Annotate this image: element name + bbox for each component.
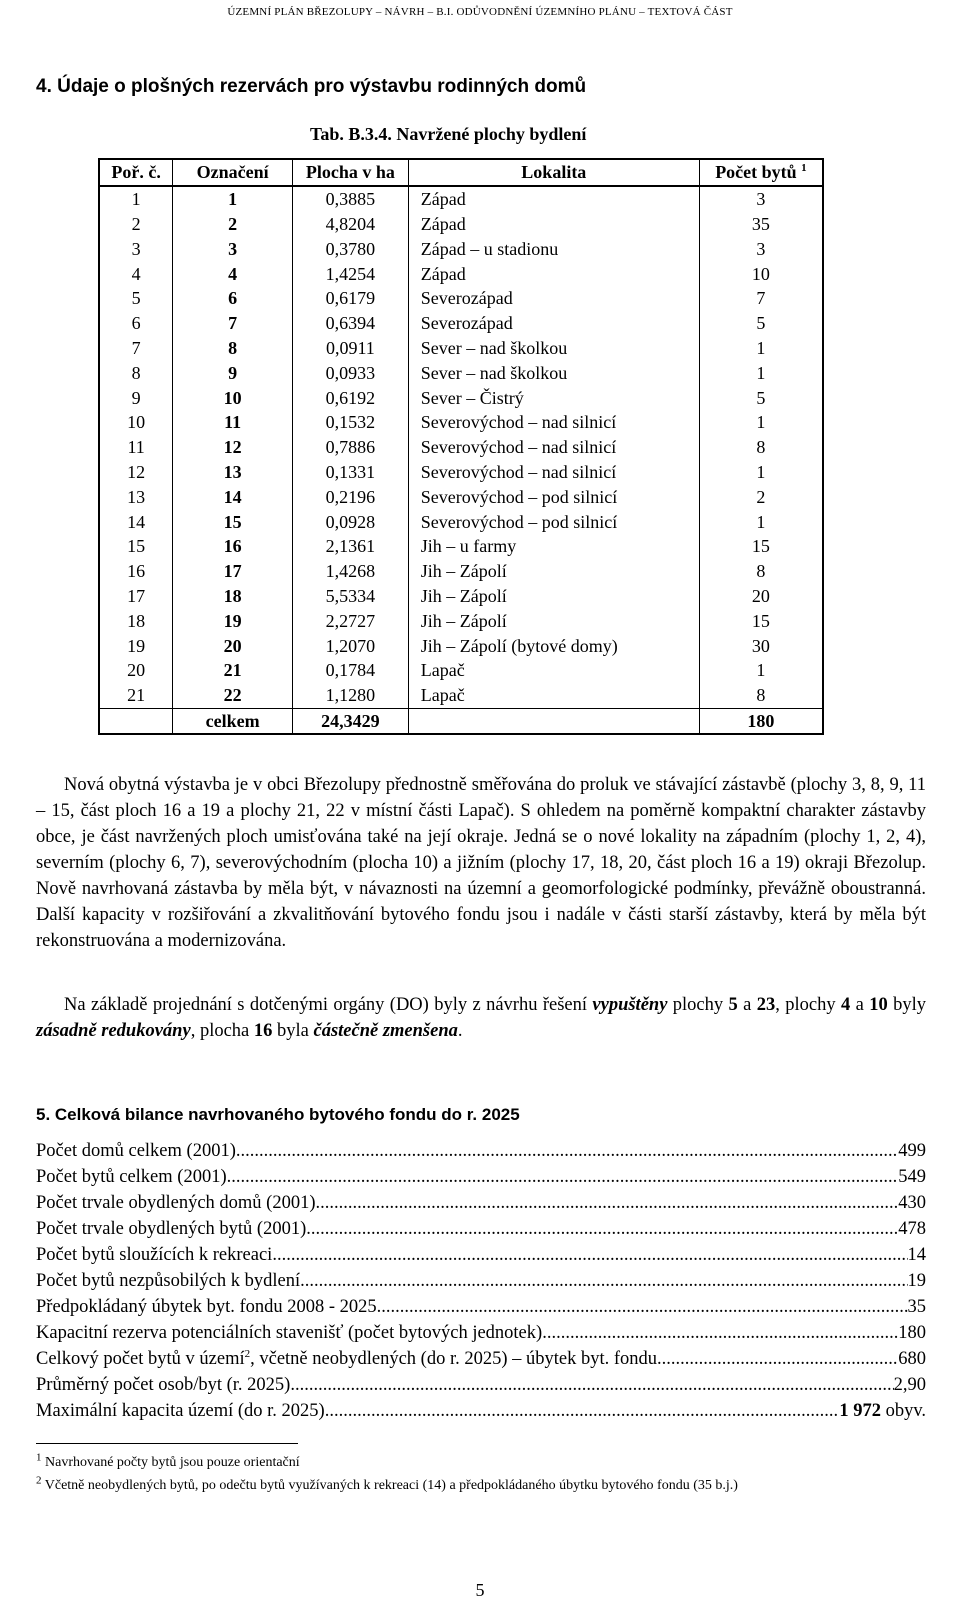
balance-list bbox=[36, 1138, 926, 1424]
balance-row: Průměrný počet osob/byt (r. 2025) ..... 2,90 bbox=[36, 1372, 926, 1398]
table-row bbox=[99, 186, 823, 212]
cell-designation: 15 bbox=[173, 509, 293, 534]
table-row bbox=[99, 435, 823, 460]
cell-area: 2,1361 bbox=[293, 534, 409, 559]
cell-order: 2 bbox=[131, 213, 141, 234]
table-row bbox=[99, 410, 823, 435]
table-row bbox=[99, 534, 823, 559]
cell-flats: 1 bbox=[699, 360, 823, 385]
cell-locality: Sever – Čistrý bbox=[408, 385, 699, 410]
cell-locality: Sever – nad školkou bbox=[408, 336, 699, 361]
cell-locality: Severozápad bbox=[408, 311, 699, 336]
cell-area: 1,4254 bbox=[293, 261, 409, 286]
balance-row: Kapacitní rezerva potenciálních stavenišť (počet bytových jednotek) ..... 180 bbox=[36, 1320, 926, 1346]
cell-area: 0,3780 bbox=[293, 236, 409, 261]
cell-order: 3 bbox=[131, 238, 141, 259]
cell-locality: Severovýchod – nad silnicí bbox=[408, 460, 699, 485]
balance-row: Počet bytů celkem (2001) ..... 549 bbox=[36, 1164, 926, 1190]
cell-area: 0,6394 bbox=[293, 311, 409, 336]
cell-locality: Severovýchod – nad silnicí bbox=[408, 410, 699, 435]
cell-area: 2,2727 bbox=[293, 608, 409, 633]
table-row bbox=[99, 336, 823, 361]
header-flats: Počet bytů $^1$ bbox=[699, 159, 823, 186]
cell-area: 0,3885 bbox=[293, 186, 409, 212]
cell-designation: 10 bbox=[173, 385, 293, 410]
cell-designation: 16 bbox=[173, 534, 293, 559]
cell-order: 7 bbox=[131, 337, 141, 358]
cell-order: 21 bbox=[127, 685, 146, 706]
cell-area: 0,6179 bbox=[293, 286, 409, 311]
cell-empty bbox=[99, 708, 173, 734]
cell-locality: Severovýchod – nad silnicí bbox=[408, 435, 699, 460]
footnote-2: $^2$ Včetně neobydlených bytů, po odečtu bytů využívaných k rekreaci (14) a předpokládaného úbytku bytového fondu (35 b.j.) bbox=[36, 1474, 738, 1493]
cell-designation: 2 bbox=[173, 212, 293, 237]
table-row bbox=[99, 460, 823, 485]
table-row bbox=[99, 236, 823, 261]
cell-order: 5 bbox=[131, 288, 141, 309]
cell-flats: 2 bbox=[699, 484, 823, 509]
cell-designation: 1 bbox=[173, 186, 293, 212]
cell-locality: Západ – u stadionu bbox=[408, 236, 699, 261]
page-number: 5 bbox=[475, 1580, 485, 1600]
cell-locality: Sever – nad školkou bbox=[408, 360, 699, 385]
cell-flats: 15 bbox=[699, 534, 823, 559]
section-5-title: 5. Celková bilance navrhovaného bytového fondu do r. 2025 bbox=[36, 1105, 520, 1124]
cell-flats: 8 bbox=[699, 559, 823, 584]
cell-area: 0,0933 bbox=[293, 360, 409, 385]
table-row bbox=[99, 311, 823, 336]
cell-flats: 3 bbox=[699, 236, 823, 261]
table-row bbox=[99, 509, 823, 534]
cell-locality: Západ bbox=[408, 212, 699, 237]
table-header-row bbox=[99, 159, 823, 186]
footnote-mark-1: 1 bbox=[801, 162, 807, 175]
cell-flats: 1 bbox=[699, 336, 823, 361]
balance-row: Předpokládaný úbytek byt. fondu 2008 - 2025 ..... 35 bbox=[36, 1294, 926, 1320]
cell-flats: 20 bbox=[699, 584, 823, 609]
table-row bbox=[99, 212, 823, 237]
total-area: 24,3429 bbox=[293, 708, 409, 734]
cell-locality: Severovýchod – pod silnicí bbox=[408, 484, 699, 509]
cell-order: 12 bbox=[127, 461, 146, 482]
cell-area: 0,0911 bbox=[293, 336, 409, 361]
cell-locality: Lapač bbox=[408, 683, 699, 708]
table-row bbox=[99, 360, 823, 385]
cell-order: 4 bbox=[131, 263, 141, 284]
cell-order: 1 bbox=[131, 189, 141, 210]
cell-designation: 17 bbox=[173, 559, 293, 584]
table-row bbox=[99, 261, 823, 286]
cell-order: 15 bbox=[127, 536, 146, 557]
table-row bbox=[99, 584, 823, 609]
cell-designation: 19 bbox=[173, 608, 293, 633]
cell-area: 0,1532 bbox=[293, 410, 409, 435]
cell-flats: 8 bbox=[699, 683, 823, 708]
cell-order: 17 bbox=[127, 585, 146, 606]
cell-order: 8 bbox=[131, 362, 141, 383]
cell-designation: 4 bbox=[173, 261, 293, 286]
table-caption: Tab. B.3.4. Navržené plochy bydlení bbox=[310, 124, 587, 144]
cell-order: 18 bbox=[127, 610, 146, 631]
cell-locality: Západ bbox=[408, 186, 699, 212]
table-row bbox=[99, 683, 823, 708]
table-row bbox=[99, 484, 823, 509]
cell-designation: 13 bbox=[173, 460, 293, 485]
cell-flats: 5 bbox=[699, 385, 823, 410]
cell-flats: 15 bbox=[699, 608, 823, 633]
cell-area: 0,1331 bbox=[293, 460, 409, 485]
balance-row: Počet bytů sloužících k rekreaci ..... 14 bbox=[36, 1242, 926, 1268]
cell-locality: Jih – Zápolí bbox=[408, 559, 699, 584]
balance-row: Počet trvale obydlených domů (2001) ..... 430 bbox=[36, 1190, 926, 1216]
cell-designation: 3 bbox=[173, 236, 293, 261]
header-locality: Lokalita bbox=[408, 159, 699, 186]
footnote-1: $^1$ Navrhované počty bytů jsou pouze orientační bbox=[36, 1451, 300, 1470]
cell-area: 0,2196 bbox=[293, 484, 409, 509]
header-order: Poř. č. bbox=[99, 159, 173, 186]
table-row bbox=[99, 633, 823, 658]
cell-area: 0,7886 bbox=[293, 435, 409, 460]
balance-row-total-flats: Celkový počet bytů v území$^2$, včetně neobydlených (do r. 2025) – úbytek byt. fondu ..... 680 bbox=[36, 1346, 926, 1372]
cell-designation: 21 bbox=[173, 658, 293, 683]
cell-designation: 6 bbox=[173, 286, 293, 311]
balance-row: Počet trvale obydlených bytů (2001) ..... 478 bbox=[36, 1216, 926, 1242]
cell-order: 11 bbox=[127, 437, 145, 458]
cell-flats: 1 bbox=[699, 658, 823, 683]
housing-areas-table bbox=[98, 158, 824, 735]
cell-order: 20 bbox=[127, 660, 146, 681]
cell-order: 6 bbox=[131, 313, 141, 334]
paragraph-do-negotiation: Na základě projednání s dotčenými orgány (DO) byly z návrhu řešení vypuštěny plochy 5 a 23, plochy 4 a 10 byly zásadně redukovány, plocha 16 byla částečně zmenšena. bbox=[36, 995, 927, 1041]
header-area: Plocha v ha bbox=[293, 159, 409, 186]
table-total-row bbox=[99, 708, 823, 734]
cell-flats: 3 bbox=[699, 186, 823, 212]
cell-flats: 7 bbox=[699, 286, 823, 311]
table-row bbox=[99, 608, 823, 633]
cell-locality: Jih – Zápolí bbox=[408, 584, 699, 609]
cell-flats: 5 bbox=[699, 311, 823, 336]
cell-flats: 8 bbox=[699, 435, 823, 460]
paragraph-new-construction: Nová obytná výstavba je v obci Březolupy přednostně směřována do proluk ve stávající zástavbě (plochy 3, 8, 9, 11 – 15, část ploch 16 a 19 a plochy 21, 22 v místní části Lapač). S ohledem na poměrně kompaktní charakter zástavby obce, je část navržených ploch umisťována také na její okraje. Jedná se o nové lokality na západním (plochy 1, 2, 4), severním (plochy 6, 7), severovýchodním (plocha 10) a jižním (plochy 17, 18, 20, část ploch 16 a 19) okraji Březolup. Nově navrhovaná zástavba by měla být, v návaznosti na územní a geomorfologické podmínky, převážně oboustranná. Další kapacity v rozšiřování a zkvalitňování bytového fondu jsou i nadále v části starší zástavby, která by měla být rekonstruována a modernizována. bbox=[36, 775, 926, 951]
cell-order: 13 bbox=[127, 486, 146, 507]
balance-row-max-capacity: Maximální kapacita území (do r. 2025) ..... 1 972 obyv. bbox=[36, 1398, 926, 1424]
total-flats: 180 bbox=[699, 708, 823, 734]
cell-flats: 10 bbox=[699, 261, 823, 286]
cell-designation: 20 bbox=[173, 633, 293, 658]
cell-locality: Jih – Zápolí (bytové domy) bbox=[408, 633, 699, 658]
cell-area: 5,5334 bbox=[293, 584, 409, 609]
footnote-separator bbox=[36, 1443, 298, 1444]
cell-flats: 1 bbox=[699, 410, 823, 435]
cell-area: 1,2070 bbox=[293, 633, 409, 658]
cell-order: 14 bbox=[127, 511, 146, 532]
cell-flats: 30 bbox=[699, 633, 823, 658]
total-label: celkem bbox=[173, 708, 293, 734]
cell-empty bbox=[408, 708, 699, 734]
cell-designation: 9 bbox=[173, 360, 293, 385]
cell-locality: Lapač bbox=[408, 658, 699, 683]
table-row bbox=[99, 559, 823, 584]
cell-designation: 18 bbox=[173, 584, 293, 609]
cell-locality: Jih – Zápolí bbox=[408, 608, 699, 633]
cell-order: 16 bbox=[127, 561, 146, 582]
cell-locality: Severovýchod – pod silnicí bbox=[408, 509, 699, 534]
table-row bbox=[99, 658, 823, 683]
balance-row: Počet domů celkem (2001) ..... 499 bbox=[36, 1138, 926, 1164]
table-row bbox=[99, 286, 823, 311]
cell-order: 9 bbox=[131, 387, 141, 408]
cell-locality: Západ bbox=[408, 261, 699, 286]
balance-row: Počet bytů nezpůsobilých k bydlení ..... 19 bbox=[36, 1268, 926, 1294]
cell-designation: 7 bbox=[173, 311, 293, 336]
footnote-mark-2: 2 bbox=[244, 1347, 251, 1360]
cell-designation: 22 bbox=[173, 683, 293, 708]
header-designation: Označení bbox=[173, 159, 293, 186]
cell-order: 19 bbox=[127, 635, 146, 656]
cell-flats: 35 bbox=[699, 212, 823, 237]
section-4-title: 4. Údaje o plošných rezervách pro výstavbu rodinných domů bbox=[36, 76, 587, 97]
cell-locality: Severozápad bbox=[408, 286, 699, 311]
cell-area: 0,0928 bbox=[293, 509, 409, 534]
cell-locality: Jih – u farmy bbox=[408, 534, 699, 559]
cell-flats: 1 bbox=[699, 509, 823, 534]
running-header: ÚZEMNÍ PLÁN BŘEZOLUPY – NÁVRH – B.I. ODŮVODNĚNÍ ÚZEMNÍHO PLÁNU – TEXTOVÁ ČÁST bbox=[227, 6, 733, 18]
cell-designation: 12 bbox=[173, 435, 293, 460]
table-row bbox=[99, 385, 823, 410]
cell-area: 0,1784 bbox=[293, 658, 409, 683]
cell-designation: 11 bbox=[173, 410, 293, 435]
cell-designation: 8 bbox=[173, 336, 293, 361]
cell-area: 4,8204 bbox=[293, 212, 409, 237]
cell-area: 0,6192 bbox=[293, 385, 409, 410]
cell-area: 1,4268 bbox=[293, 559, 409, 584]
cell-flats: 1 bbox=[699, 460, 823, 485]
cell-designation: 14 bbox=[173, 484, 293, 509]
cell-area: 1,1280 bbox=[293, 683, 409, 708]
cell-order: 10 bbox=[127, 412, 146, 433]
